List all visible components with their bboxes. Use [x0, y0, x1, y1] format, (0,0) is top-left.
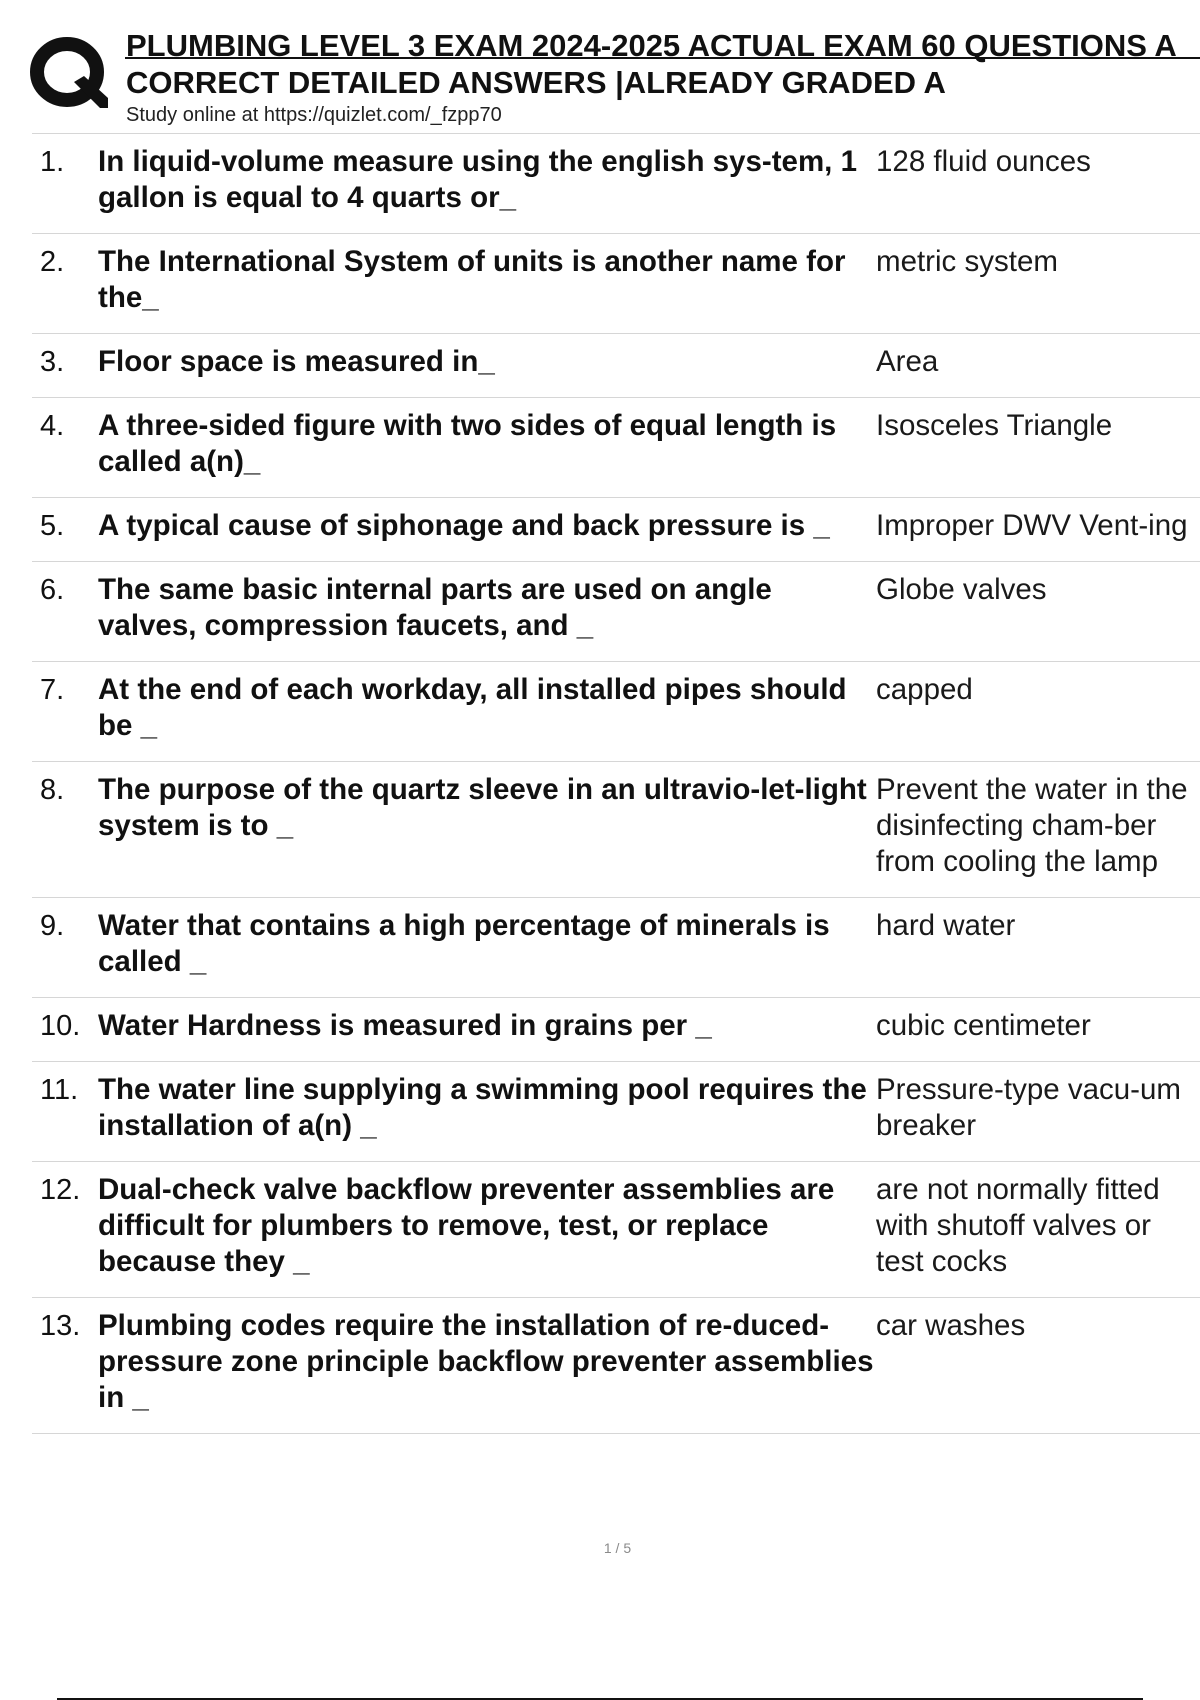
question-number: 8.: [40, 774, 65, 806]
answer-text: are not normally fitted with shutoff valves or test cocks: [876, 1173, 1160, 1278]
answer-text: Pressure-type vacu-um breaker: [876, 1073, 1181, 1142]
question-text: A three-sided figure with two sides of equal length is called a(n)_: [98, 409, 837, 478]
answer-text: capped: [876, 673, 973, 706]
question-text: The same basic internal parts are used on angle valves, compression faucets, and _: [98, 573, 772, 642]
answer-text: metric system: [876, 245, 1058, 278]
question-text: At the end of each workday, all installed pipes should be _: [98, 673, 847, 742]
question-number: 5.: [40, 510, 65, 542]
answer-text: Isosceles Triangle: [876, 409, 1113, 442]
question-number: 10.: [40, 1010, 81, 1042]
question-number: 7.: [40, 674, 65, 706]
answer-text: Area: [876, 345, 939, 378]
qa-row: [32, 234, 1200, 334]
question-number: 1.: [40, 146, 65, 178]
question-number: 9.: [40, 910, 65, 942]
question-text: A typical cause of siphonage and back pressure is _: [98, 509, 830, 542]
qa-row: [32, 662, 1200, 762]
question-text: Dual-check valve backflow preventer assemblies are difficult for plumbers to remove, test, or replace because they _: [98, 1173, 835, 1278]
quizlet-q-logo-icon: [30, 34, 108, 112]
question-number: 3.: [40, 346, 65, 378]
qa-row: [32, 898, 1200, 998]
answer-text: Improper DWV Vent-ing: [876, 509, 1188, 542]
document-header: [0, 0, 1200, 135]
qa-row: [32, 398, 1200, 498]
answer-text: hard water: [876, 909, 1016, 942]
question-text: Floor space is measured in_: [98, 345, 495, 378]
question-number: 4.: [40, 410, 65, 442]
question-number: 6.: [40, 574, 65, 606]
question-text: Water that contains a high percentage of minerals is called _: [98, 909, 830, 978]
answer-text: 128 fluid ounces: [876, 145, 1091, 178]
question-text: Plumbing codes require the installation of re-duced-pressure zone principle backflow preventer assemblies in _: [98, 1309, 874, 1414]
question-text: Water Hardness is measured in grains per _: [98, 1009, 712, 1042]
qa-row: [32, 134, 1200, 234]
qa-row: [32, 998, 1200, 1062]
question-text: In liquid-volume measure using the english sys-tem, 1 gallon is equal to 4 quarts or_: [98, 145, 857, 214]
question-number: 13.: [40, 1310, 81, 1342]
question-answer-list: [32, 133, 1200, 1434]
question-text: The water line supplying a swimming pool requires the installation of a(n) _: [98, 1073, 867, 1142]
qa-row: [32, 1298, 1200, 1434]
document-title-line-2: CORRECT DETAILED ANSWERS |ALREADY GRADED A: [126, 65, 946, 100]
question-number: 11.: [40, 1074, 79, 1106]
study-online-link-text[interactable]: Study online at https://quizlet.com/_fzpp70: [126, 104, 502, 126]
question-text: The purpose of the quartz sleeve in an ultravio-let-light system is to _: [98, 773, 867, 842]
question-text: The International System of units is another name for the_: [98, 245, 846, 314]
qa-row: [32, 1162, 1200, 1298]
answer-text: car washes: [876, 1309, 1026, 1342]
question-number: 12.: [40, 1174, 81, 1206]
qa-row: [32, 498, 1200, 562]
qa-row: [32, 762, 1200, 898]
document-title-line-1: PLUMBING LEVEL 3 EXAM 2024-2025 ACTUAL EXAM 60 QUESTIONS A: [126, 28, 1177, 63]
answer-text: Prevent the water in the disinfecting cham-ber from cooling the lamp: [876, 773, 1188, 878]
qa-row: [32, 334, 1200, 398]
answer-text: Globe valves: [876, 573, 1047, 606]
answer-text: cubic centimeter: [876, 1009, 1091, 1042]
qa-row: [32, 562, 1200, 662]
question-number: 2.: [40, 246, 65, 278]
qa-row: [32, 1062, 1200, 1162]
page-number: 1 / 5: [603, 1540, 632, 1556]
